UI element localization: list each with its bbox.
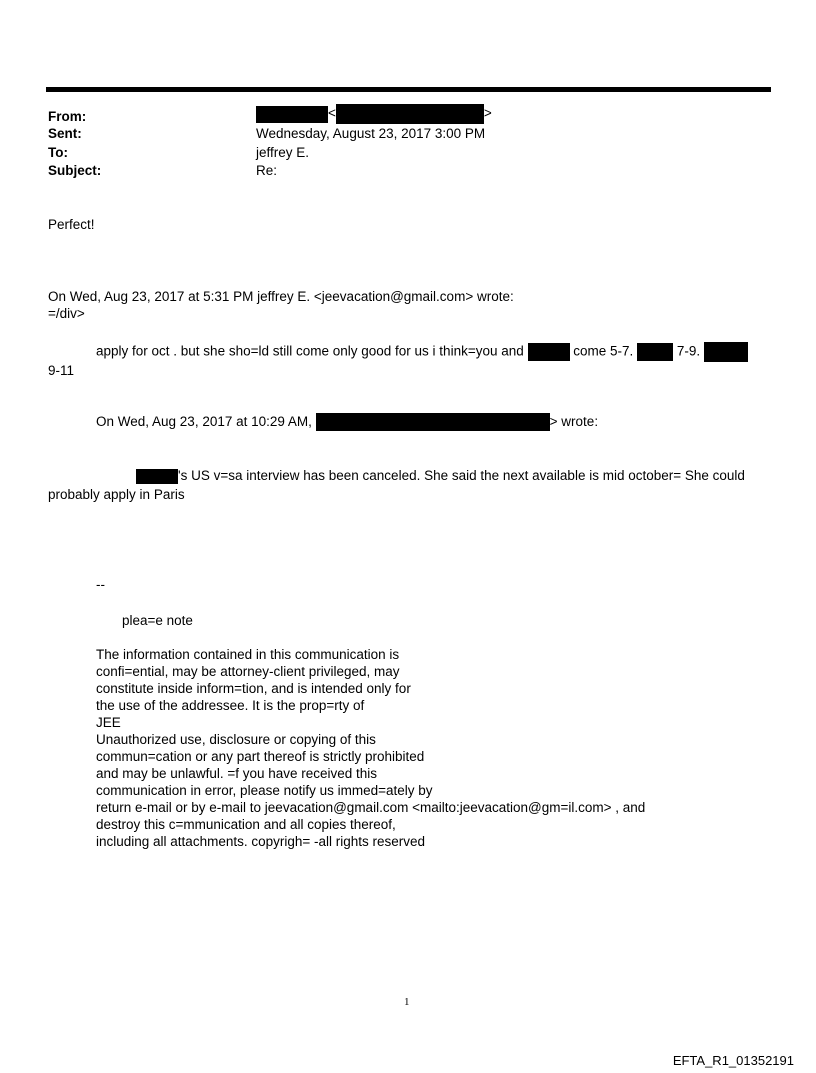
disclaimer-line: destroy this c=mmunication and all copies thereof, bbox=[96, 817, 396, 832]
div-line: =/div> bbox=[48, 306, 85, 321]
to-value: jeffrey E. bbox=[256, 145, 310, 160]
message-line bbox=[96, 342, 748, 362]
disclaimer-line: return e-mail or by e-mail to jeevacation@gmail.com <mailto:jeevacation@gm=il.com> , and bbox=[96, 800, 646, 815]
from-value bbox=[256, 104, 492, 124]
bates-number: EFTA_R1_01352191 bbox=[672, 1053, 794, 1068]
disclaimer-line: the use of the addressee. It is the prop=rty of bbox=[96, 698, 365, 713]
subject-label: Subject: bbox=[48, 163, 102, 178]
page-number: 1 bbox=[404, 996, 410, 1008]
disclaimer-block bbox=[96, 646, 645, 850]
quote2-header-start: On Wed, Aug 23, 2017 at 10:29 AM, bbox=[96, 414, 312, 429]
header-rule bbox=[46, 87, 771, 92]
redaction-block bbox=[256, 106, 328, 123]
visa-line-1 bbox=[136, 467, 745, 484]
disclaimer-line: constitute inside inform=tion, and is intended only for bbox=[96, 681, 411, 696]
to-label: To: bbox=[48, 145, 68, 160]
quote2-header bbox=[96, 413, 598, 431]
from-gt: > bbox=[483, 105, 492, 121]
disclaimer-line: and may be unlawful. =f you have received this bbox=[96, 766, 378, 781]
signature-note: plea=e note bbox=[122, 613, 193, 628]
redaction-block bbox=[704, 342, 748, 362]
sent-label: Sent: bbox=[48, 126, 82, 141]
disclaimer-line: commun=cation or any part thereof is strictly prohibited bbox=[96, 749, 425, 764]
message-line-2: 9-11 bbox=[48, 363, 75, 378]
disclaimer-line: Unauthorized use, disclosure or copying of this bbox=[96, 732, 376, 747]
redaction-block bbox=[316, 413, 388, 431]
message-part-2: come 5-7. bbox=[573, 343, 634, 359]
redaction-block bbox=[336, 104, 484, 124]
message-part-3: 7-9. bbox=[676, 343, 701, 359]
redaction-block bbox=[388, 413, 550, 431]
disclaimer-line: confi=ential, may be attorney-client privileged, may bbox=[96, 664, 400, 679]
disclaimer-line: The information contained in this communication is bbox=[96, 647, 400, 662]
sent-value: Wednesday, August 23, 2017 3:00 PM bbox=[256, 126, 486, 141]
disclaimer-line: JEE bbox=[96, 715, 121, 730]
message-part-1: apply for oct . but she sho=ld still come only good for us i think=you and bbox=[96, 343, 524, 359]
disclaimer-line: communication in error, please notify us immed=ately by bbox=[96, 783, 433, 798]
visa-line-2: probably apply in Paris bbox=[48, 487, 185, 502]
quote-header: On Wed, Aug 23, 2017 at 5:31 PM jeffrey E. <jeevacation@gmail.com> wrote: bbox=[48, 289, 514, 304]
signature-dashes: -- bbox=[96, 577, 105, 592]
redaction-block bbox=[136, 469, 178, 484]
redaction-block bbox=[637, 343, 673, 361]
visa-text: 's US v=sa interview has been canceled. She said the next available is mid october= She could bbox=[178, 468, 745, 483]
reply-text: Perfect! bbox=[48, 217, 95, 232]
from-label: From: bbox=[48, 109, 87, 124]
from-lt: < bbox=[328, 105, 336, 121]
quote2-header-end: > wrote: bbox=[549, 414, 599, 429]
redaction-block bbox=[528, 343, 570, 361]
disclaimer-line: including all attachments. copyrigh= -all rights reserved bbox=[96, 834, 426, 849]
subject-value: Re: bbox=[256, 163, 278, 178]
